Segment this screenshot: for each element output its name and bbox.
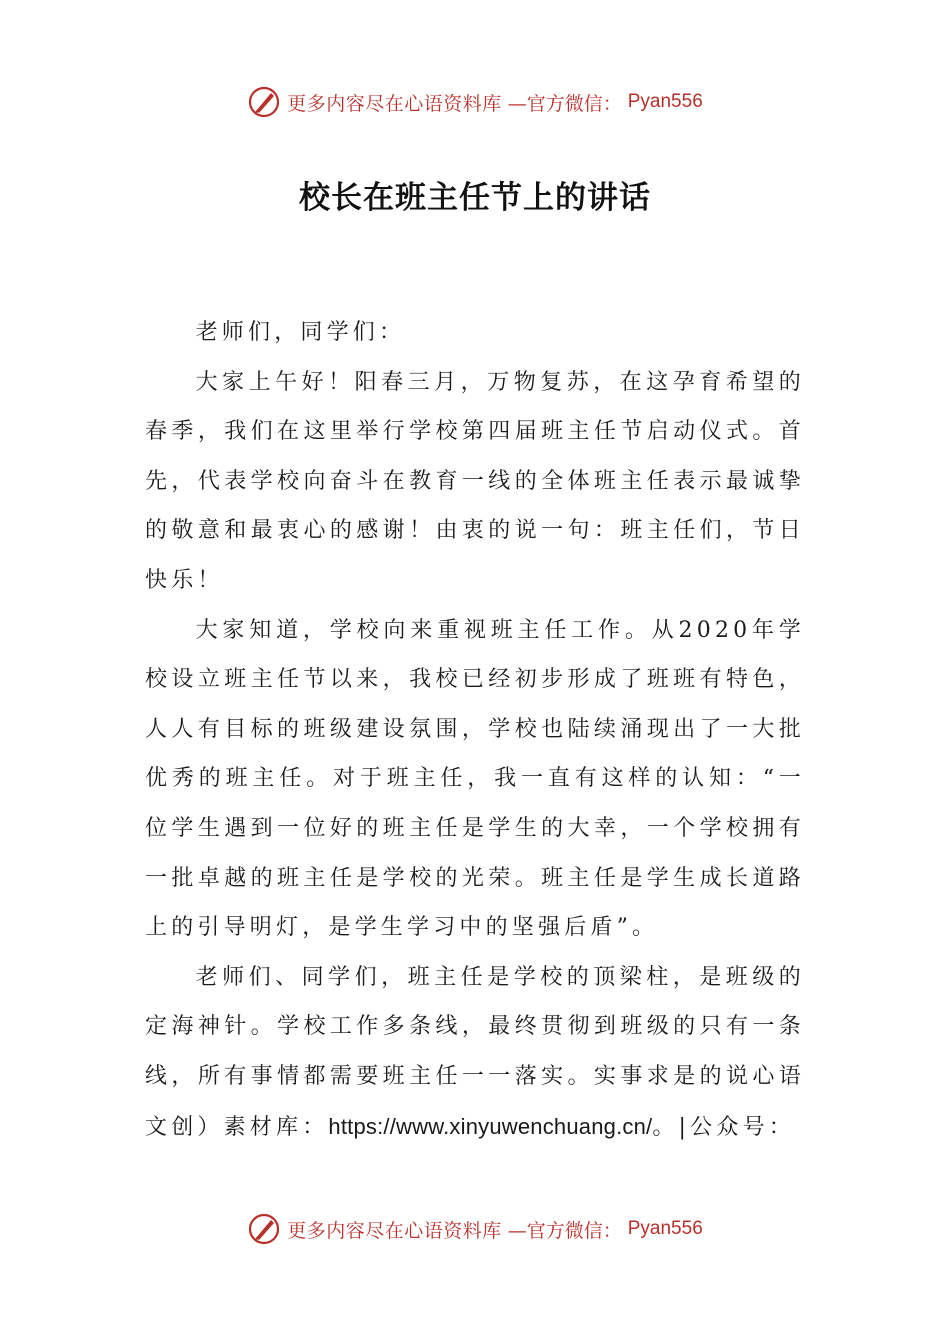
paragraph-history: 大家知道，学校向来重视班主任工作。从2020年学校设立班主任节以来，我校已经初步形成了班班有特色，人人有目标的班级建设氛围，学校也陆续涌现出了一大批优秀的班主任。对于班主任，我一直有这样的认知：“一位学生遇到一位好的班主任是学生的大幸，一个学校拥有一批卓越的班主任是学校的光荣。班主任是学生成长道路上的引导明灯，是学生学习中的坚强后盾”。 bbox=[145, 617, 805, 941]
paragraph-greeting: 老师们，同学们： bbox=[195, 320, 406, 345]
banner-wechat-id: Pyan556 bbox=[627, 91, 703, 112]
paragraph-opening: 大家上午好！阳春三月，万物复苏，在这孕育希望的春季，我们在这里举行学校第四届班主任节启动仪式。首先，代表学校向奋斗在教育一线的全体班主任表示最诚挚的敬意和最衷心的感谢！由衷的说一句：班主任们，节日快乐！ bbox=[145, 369, 805, 593]
footer-wechat-id: Pyan556 bbox=[627, 1218, 703, 1239]
quill-pen-logo-icon bbox=[247, 85, 281, 119]
source-url-link[interactable]: https://www.xinyuwenchuang.cn/ bbox=[328, 1113, 653, 1139]
banner-wechat-label: —官方微信： bbox=[507, 92, 622, 115]
paragraph-role bbox=[145, 953, 805, 1152]
quill-pen-logo-icon bbox=[247, 1212, 281, 1246]
footer-wechat-label: —官方微信： bbox=[507, 1219, 622, 1242]
document-body bbox=[145, 308, 805, 1152]
document-title: 校长在班主任节上的讲话 bbox=[299, 180, 651, 216]
header-banner bbox=[0, 80, 950, 124]
footer-brand-text: 更多内容尽在心语资料库 bbox=[287, 1219, 502, 1242]
footer-banner bbox=[0, 1207, 950, 1251]
paragraph-role-text: 老师们、同学们，班主任是学校的顶梁柱，是班级的定海神针。学校工作多条线，最终贯彻到班级的只有一条线，所有事情都需要班主任一一落实。实事求是的说心语文创）素材库： bbox=[145, 964, 805, 1140]
banner-brand-text: 更多内容尽在心语资料库 bbox=[287, 92, 502, 115]
paragraph-role-tail: 。|公众号： bbox=[652, 1114, 795, 1140]
